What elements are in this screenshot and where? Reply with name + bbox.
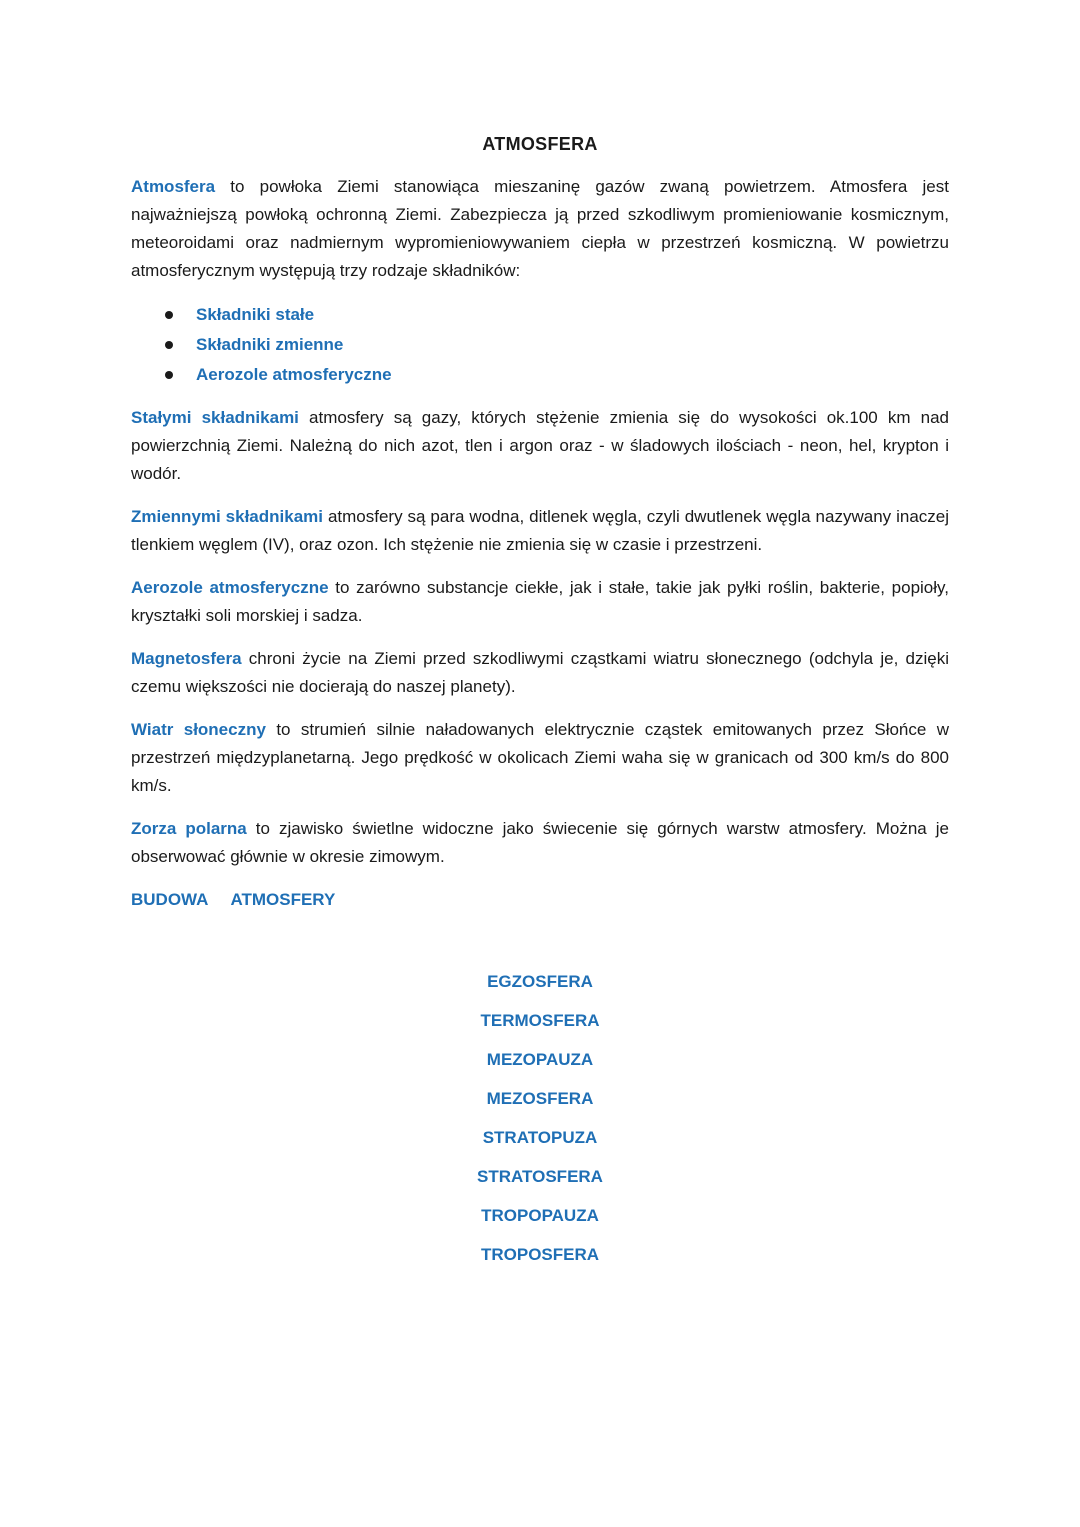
structure-heading-word: ATMOSFERY (230, 890, 336, 909)
bullet-icon (165, 341, 173, 349)
intro-term: Atmosfera (131, 177, 216, 196)
bullet-icon (165, 311, 173, 319)
paragraph-text: to zjawisko świetlne widoczne jako świecenie się górnych warstw atmosfery. Można je obserwować głównie w okresie zimowym. (131, 819, 949, 866)
paragraph-term: Aerozole atmosferyczne (131, 578, 329, 597)
paragraph-term: Magnetosfera (131, 649, 242, 668)
paragraph-magnetosphere (131, 645, 949, 701)
bullet-icon (165, 371, 173, 379)
atmosphere-layers-list (131, 968, 949, 1280)
intro-text: to powłoka Ziemi stanowiąca mieszaninę gazów zwaną powietrzem. Atmosfera jest najważniejszą powłoką ochronną Ziemi. Zabezpiecza ją przed szkodliwym promieniowanie kosmicznym, meteoroidami oraz nadmiernym wypromieniowywaniem ciepła w przestrzeń kosmiczną. W powietrzu atmosferycznym występują trzy rodzaje składników: (131, 177, 949, 280)
layer-item: STRATOPUZA (482, 1128, 598, 1147)
page-title: ATMOSFERA (482, 134, 598, 154)
layer-item: TROPOSFERA (480, 1245, 600, 1264)
layer-item: TROPOPAUZA (481, 1206, 599, 1225)
intro-paragraph (131, 173, 949, 285)
layer-item: STRATOSFERA (477, 1167, 603, 1186)
paragraph-text: chroni życie na Ziemi przed szkodliwymi cząstkami wiatru słonecznego (odchyla je, dzięki czemu większości nie docierają do naszej planety). (131, 649, 949, 696)
paragraph-term: Stałymi składnikami (131, 408, 299, 427)
paragraph-text: to zarówno substancje ciekłe, jak i stałe, takie jak pyłki roślin, bakterie, popioły, kryształki soli morskiej i sadza. (131, 578, 949, 625)
paragraph-term: Zorza polarna (131, 819, 247, 838)
paragraph-text: atmosfery są para wodna, ditlenek węgla, czyli dwutlenek węgla nazywany inaczej tlenkiem węglem (IV), oraz ozon. Ich stężenie nie zmienia się w czasie i przestrzeni. (131, 507, 950, 554)
list-item (131, 300, 949, 330)
paragraph-aerosols (131, 574, 949, 630)
layer-item: EGZOSFERA (487, 972, 593, 991)
list-item-label: Składniki stałe (196, 305, 315, 324)
document-content (131, 130, 949, 1280)
list-item-label: Składniki zmienne (196, 335, 344, 354)
paragraph-constant-components (131, 404, 949, 488)
layer-item: MEZOSFERA (486, 1089, 594, 1108)
paragraph-solar-wind (131, 716, 949, 800)
structure-heading (131, 886, 949, 914)
paragraph-text: to strumień silnie naładowanych elektrycznie cząstek emitowanych przez Słońce w przestrzeń międzyplanetarną. Jego prędkość w okolicach Ziemi waha się w granicach od 300 km/s do 800 km/s. (131, 720, 949, 795)
list-item-label: Aerozole atmosferyczne (196, 365, 392, 384)
paragraph-variable-components (131, 503, 949, 559)
structure-heading-word: BUDOWA (131, 890, 209, 909)
list-item (131, 330, 949, 360)
paragraph-text: atmosfery są gazy, których stężenie zmienia się do wysokości ok.100 km nad powierzchnią Ziemi. Należną do nich azot, tlen i argon oraz - w śladowych ilościach - neon, hel, krypton i wodór. (131, 408, 949, 483)
paragraph-aurora (131, 815, 949, 871)
layer-item: MEZOPAUZA (486, 1050, 594, 1069)
paragraph-term: Wiatr słoneczny (131, 720, 266, 739)
paragraph-term: Zmiennymi składnikami (131, 507, 324, 526)
list-item (131, 360, 949, 390)
layer-item: TERMOSFERA (480, 1011, 600, 1030)
components-list (131, 300, 949, 390)
